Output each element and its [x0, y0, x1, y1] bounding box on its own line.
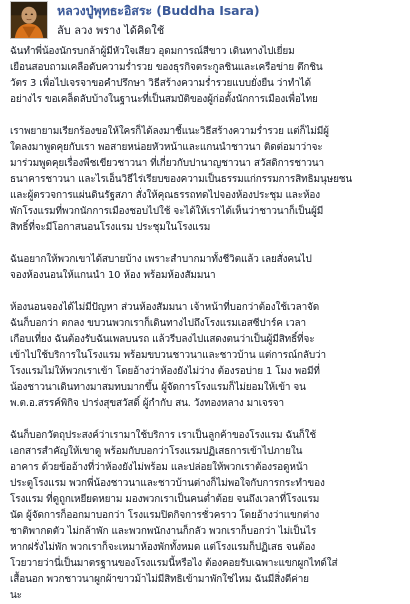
paragraph-5: [10, 428, 404, 604]
text-line: พ.ต.อ.สรรค์พิกิจ ปาร่งสุขสวัสดิ์ ผู้กำกับ สน. วังทองหลาง มาเจรจา: [10, 398, 284, 409]
text-line: ใดลงมาพูดคุยกับเรา พอสายหน่อยหัวหน้าและแกนนำชาวนา ติดต่อมาว่าจะ: [10, 142, 323, 153]
monk-portrait-image: [11, 2, 47, 38]
text-line: โวยวายว่านี่เป็นมาตรฐานของโรงแรมนี้หรือไง ต้องคอยรับเฉพาะแขกผูกไทด์ใส่: [10, 558, 338, 569]
text-line: อาคาร ด้วยข้ออ้างที่ว่าห้องยังไม่พร้อม และปล่อยให้พวกเราต้องรอดูหน้า: [10, 462, 308, 473]
text-line: ฉันก็บอกว่า ตกลง ขบวนพวกเราก็เดินทางไปถึงโรงแรมเอสซีปาร์ค เวลา: [10, 318, 306, 329]
text-line: วัตร 3 เพื่อไปเจรจาขอคำปรึกษา วิธีสร้างความร่ำรวยแบบยั่งยืน ว่าทำได้: [10, 78, 311, 89]
author-name-link[interactable]: หลวงปู่พุทธะอิสระ (Buddha Isara): [57, 3, 260, 18]
text-line: นัด ผู้จัดการก็ออกมาบอกว่า โรงแรมปิดกิจการชั่วคราว โดยอ้างว่าแขกต่าง: [10, 510, 320, 521]
text-line: เกือบเที่ยง ฉันต้องรับฉันเพลบนรถ แล้วรีบลงไปแสดงตนว่าเป็นผู้มีสิทธิ์ที่จะ: [10, 334, 315, 345]
post-subtitle: ลับ ลวง พราง ได้คิดใช้: [57, 24, 165, 37]
text-line: ธนาคารชาวนา และไรเอ็นวิธีไร่เรียบของความเป็นธรรมแก่กรรมการสิทธิมนุษยชน: [10, 174, 353, 185]
paragraph-2: [10, 124, 404, 236]
text-line: และผู้ตรวจการแผ่นดินรัฐสภา สั่งให้คุณธรรถทดไปจองห้องประชุม และห้อง: [10, 190, 321, 201]
text-line: เอกสารสำคัญให้เขาดู พร้อมกับบอกว่าโรงแรมปฏิเสธการเข้าไปภายใน: [10, 446, 303, 457]
post-header: [0, 0, 410, 44]
text-line: สิทธิ์ที่จะมีโอกาสนอนโรงแรม ประชุมในโรงแรม: [10, 222, 211, 233]
author-avatar[interactable]: [10, 1, 48, 39]
text-line: หากฝรั่งไม่พัก พวกเราก็จะเหมาห้องพักทั้งหมด แต่โรงแรมก็ปฏิเสธ จนต้อง: [10, 542, 316, 553]
text-line: ประตูโรงแรม พวกพี่น้องชาวนาและชาวบ้านต่างก็ไม่พอใจกับการกระทำของ: [10, 478, 325, 489]
text-line: อย่างไร ขอเคล็ดลับบ้างในฐานะที่เป็นสมบัติของผู้ก่อตั้งนักการเมืองเพื่อไทย: [10, 94, 318, 105]
text-line: พักโรงแรมที่พวกนักการเมืองชอบไปใช้ จะได้ให้เราได้เห็นว่าชาวนาก็เป็นผู้มี: [10, 206, 324, 217]
text-line: จองห้องนอนให้แกนนำ 10 ห้อง พร้อมห้องสัมมนา: [10, 270, 216, 281]
paragraph-1: [10, 44, 404, 108]
text-line: เยือนสอบถามเคลือดับความร่ำรวย ของธุรกิจตระกูลชินและเครือข่าย ตึกชิน: [10, 62, 323, 73]
post-body: [10, 44, 404, 604]
text-line: เราพยายามเรียกร้องขอให้ใครก็ได้ลงมาชี้แนะวิธีสร้างความร่ำรวย แต่ก็ไม่มีผู้: [10, 126, 329, 137]
text-line: มาร่วมพูดคุยเรื่องพืชเขียวชาวนา ที่เกี่ยวกับปานาญชาวนา สวัสดิการชาวนา: [10, 158, 324, 169]
paragraph-4: [10, 300, 404, 412]
text-line: โรงแรม ที่ดูถูกเหยียดหยาม มองพวกเราเป็นคนต่ำต้อย จนถึงเวลาที่โรงแรม: [10, 494, 320, 505]
text-line: เสื้อนอก พวกชาวนาผูกผ้าขาวม้าไม่มีสิทธิเข้ามาพักใช่ไหม ฉันมีสิ่งดีค่าย: [10, 574, 309, 585]
text-line: นะ: [10, 590, 22, 601]
text-line: ฉันอยากให้พวกเขาได้สบายบ้าง เพราะสำบากมาทั้งชีวิตแล้ว เลยสั่งคนไป: [10, 254, 312, 265]
text-line: ฉันทำพี่น้องนักรบกล้าผู้มีหัวใจเสียว อุดมการณ์สีขาว เดินทางไปเยี่ยม: [10, 46, 295, 57]
text-line: เข้าไปใช้บริการในโรงแรม พร้อมขบวนชาวนาและชาวบ้าน แต่การณ์กลับว่า: [10, 350, 326, 361]
text-line: โรงแรมไม่ให้พวกเราเข้า โดยอ้างว่าห้องยังไม่ว่าง ต้องรอบ่าย 1 โมง พอมีที่: [10, 366, 320, 377]
paragraph-3: [10, 252, 404, 284]
text-line: ฉันก็บอกวัตถุประสงค์ว่าเรามาใช้บริการ เราเป็นลูกค้าของโรงแรม ฉันก็ใช้: [10, 430, 317, 441]
text-line: ห้องนอนจองได้ไม่มีปัญหา ส่วนห้องสัมมนา เจ้าหน้าที่บอกว่าต้องใช้เวลาจัด: [10, 302, 320, 313]
text-line: ชาติพากดตัว ไม่กล้าพัก และพวกพนักงานก็กลัว พวกเราก็บอกว่า ไม่เป็นไร: [10, 526, 317, 537]
text-line: น้องชาวนาเดินทางมาสมทบมากขึ้น ผู้จัดการโรงแรมก็ไม่ยอมให้เข้า จน: [10, 382, 306, 393]
